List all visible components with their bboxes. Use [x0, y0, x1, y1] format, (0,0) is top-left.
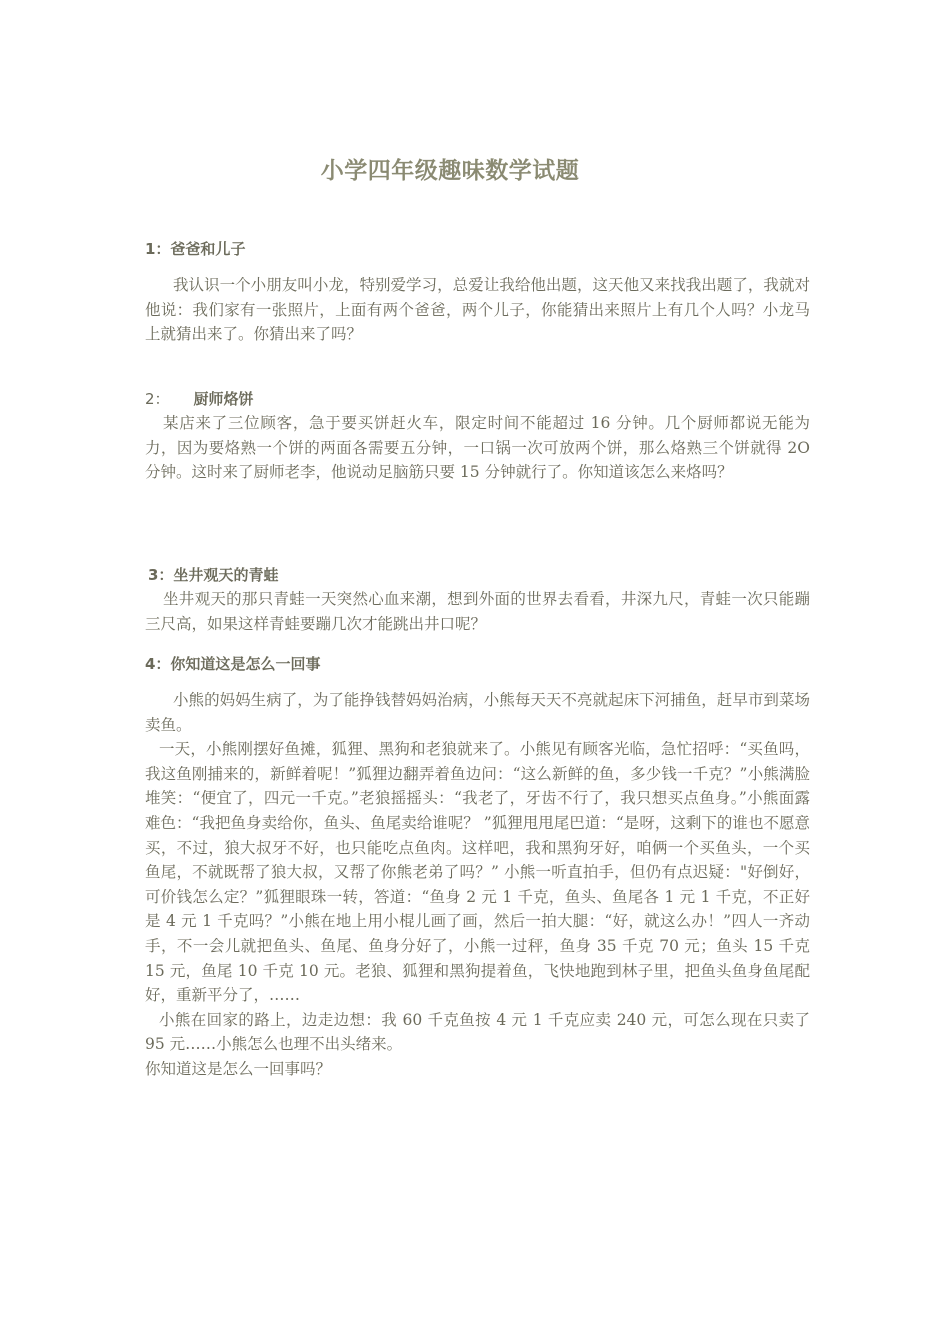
question-1-paragraph: 我认识一个小朋友叫小龙，特别爱学习，总爱让我给他出题，这天他又来找我出题了，我就对他说：我们家有一张照片，上面有两个爸爸，两个儿子，你能猜出来照片上有几个人吗？小龙马上就猜出来了。你猜出来了吗？	[145, 276, 810, 344]
question-2-title: 厨师烙饼	[193, 390, 254, 408]
question-4-heading: 4：你知道这是怎么一回事	[145, 655, 321, 673]
question-4-text	[145, 688, 810, 1082]
question-3-text	[145, 587, 810, 636]
page-title: 小学四年级趣味数学试题	[320, 158, 580, 184]
question-2-paragraph: 某店来了三位顾客，急于要买饼赶火车，限定时间不能超过 16 分钟。几个厨师都说无能为力，因为要烙熟一个饼的两面各需要五分钟，一口锅一次可放两个饼，那么烙熟三个饼就得 2O 分钟。这时来了厨师老李，他说动足脑筋只要 15 分钟就行了。你知道该怎么来烙吗？	[145, 414, 810, 482]
question-4-paragraph-2: 一天，小熊刚摆好鱼摊，狐狸、黑狗和老狼就来了。小熊见有顾客光临，急忙招呼：“买鱼吗，我这鱼刚捕来的，新鲜着呢！”狐狸边翻弄着鱼边问：“这么新鲜的鱼，多少钱一千克？”小熊满脸堆笑：“便宜了，四元一千克。”老狼摇摇头：“我老了，牙齿不行了，我只想买点鱼身。”小熊面露难色：“我把鱼身卖给你，鱼头、鱼尾卖给谁呢？ ”狐狸甩甩尾巴道：“是呀，这剩下的谁也不愿意买，不过，狼大叔牙不好，也只能吃点鱼肉。这样吧，我和黑狗牙好，咱俩一个买鱼头，一个买鱼尾，不就既帮了狼大叔，又帮了你熊老弟了吗？” 小熊一听直拍手，但仍有点迟疑："好倒好，可价钱怎么定？”狐狸眼珠一转，答道：“鱼身 2 元 1 千克，鱼头、鱼尾各 1 元 1 千克，不正好是 4 元 1 千克吗？”小熊在地上用小棍儿画了画，然后一拍大腿：“好，就这么办！”四人一齐动手，不一会儿就把鱼头、鱼尾、鱼身分好了，小熊一过秤，鱼身 35 千克 70 元；鱼头 15 千克 15 元，鱼尾 10 千克 10 元。老狼、狐狸和黑狗提着鱼，飞快地跑到林子里，把鱼头鱼身鱼尾配好，重新平分了，……	[145, 740, 810, 1005]
question-1-heading: 1：爸爸和儿子	[145, 240, 246, 258]
question-4-paragraph-4: 你知道这是怎么一回事吗？	[145, 1059, 332, 1078]
question-4-paragraph-1: 小熊的妈妈生病了，为了能挣钱替妈妈治病，小熊每天天不亮就起床下河捕鱼，赶早市到菜场卖鱼。	[145, 691, 810, 734]
question-1-text	[145, 273, 810, 347]
question-4-paragraph-3: 小熊在回家的路上，边走边想：我 60 千克鱼按 4 元 1 千克应卖 240 元，可怎么现在只卖了 95 元……小熊怎么也理不出头绪来。	[145, 1010, 810, 1054]
question-3-paragraph: 坐井观天的那只青蛙一天突然心血来潮，想到外面的世界去看看，井深九尺，青蛙一次只能蹦三尺高，如果这样青蛙要蹦几次才能跳出井口呢？	[145, 590, 810, 633]
question-3-heading: 3：坐井观天的青蛙	[148, 566, 279, 584]
question-2-number: 2：	[145, 390, 170, 408]
question-2-text	[145, 411, 810, 485]
question-2-heading	[145, 388, 254, 409]
